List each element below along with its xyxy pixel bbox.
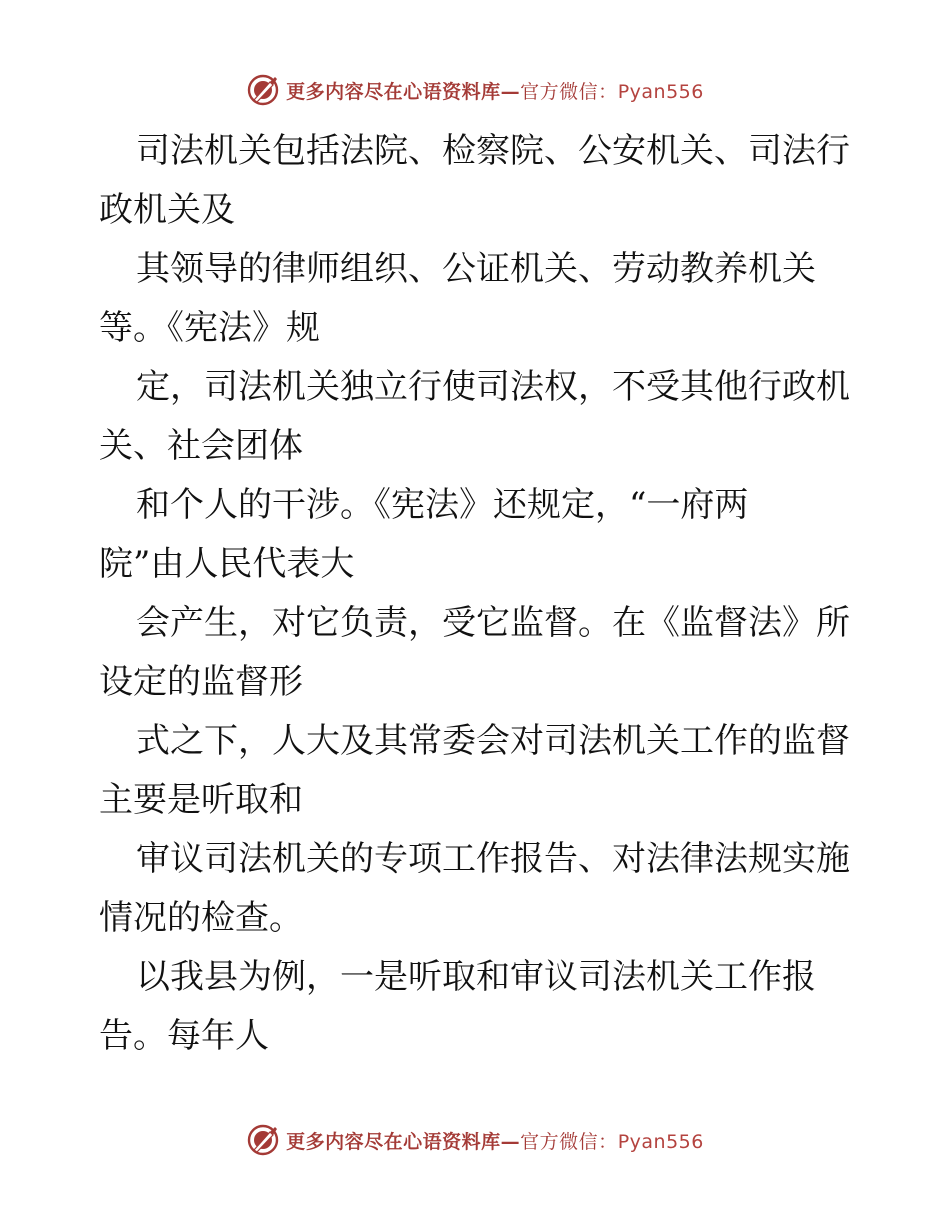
text-line: 主要是听取和 xyxy=(99,780,303,820)
text-line: 其领导的律师组织、公证机关、劳动教养机关 xyxy=(136,249,816,289)
header-banner-wechat-id: Pyan556 xyxy=(617,80,704,103)
header-banner xyxy=(0,70,950,110)
header-banner-text xyxy=(286,77,704,104)
text-line: 设定的监督形 xyxy=(99,662,303,702)
footer-banner-text xyxy=(286,1127,704,1154)
footer-banner-slogan: 更多内容尽在心语资料库 xyxy=(286,1130,501,1153)
header-banner-slogan: 更多内容尽在心语资料库 xyxy=(286,80,501,103)
footer-banner-wechat-label: 官方微信： xyxy=(520,1130,618,1153)
text-line: 等。《宪法》规 xyxy=(99,308,320,348)
text-line: 关、社会团体 xyxy=(99,426,303,466)
text-line: 政机关及 xyxy=(99,190,235,230)
text-line: 院”由人民代表大 xyxy=(99,544,355,584)
header-banner-separator: — xyxy=(500,80,521,103)
text-line: 情况的检查。 xyxy=(99,898,303,938)
footer-banner-wechat-id: Pyan556 xyxy=(617,1130,704,1153)
text-line: 告。每年人 xyxy=(99,1016,269,1056)
pen-logo-icon xyxy=(246,1123,280,1157)
text-line: 司法机关包括法院、检察院、公安机关、司法行 xyxy=(136,131,850,171)
text-line: 以我县为例，一是听取和审议司法机关工作报 xyxy=(136,957,816,997)
text-line: 和个人的干涉。《宪法》还规定，“一府两 xyxy=(136,485,749,525)
text-line: 定，司法机关独立行使司法权，不受其他行政机 xyxy=(136,367,850,407)
footer-banner xyxy=(0,1120,950,1160)
footer-banner-separator: — xyxy=(500,1130,521,1153)
text-line: 会产生，对它负责，受它监督。在《监督法》所 xyxy=(136,603,850,643)
header-banner-wechat-label: 官方微信： xyxy=(520,80,618,103)
pen-logo-icon xyxy=(246,73,280,107)
text-line: 式之下，人大及其常委会对司法机关工作的监督 xyxy=(136,721,850,761)
document-body xyxy=(99,122,859,1066)
text-line: 审议司法机关的专项工作报告、对法律法规实施 xyxy=(136,839,850,879)
